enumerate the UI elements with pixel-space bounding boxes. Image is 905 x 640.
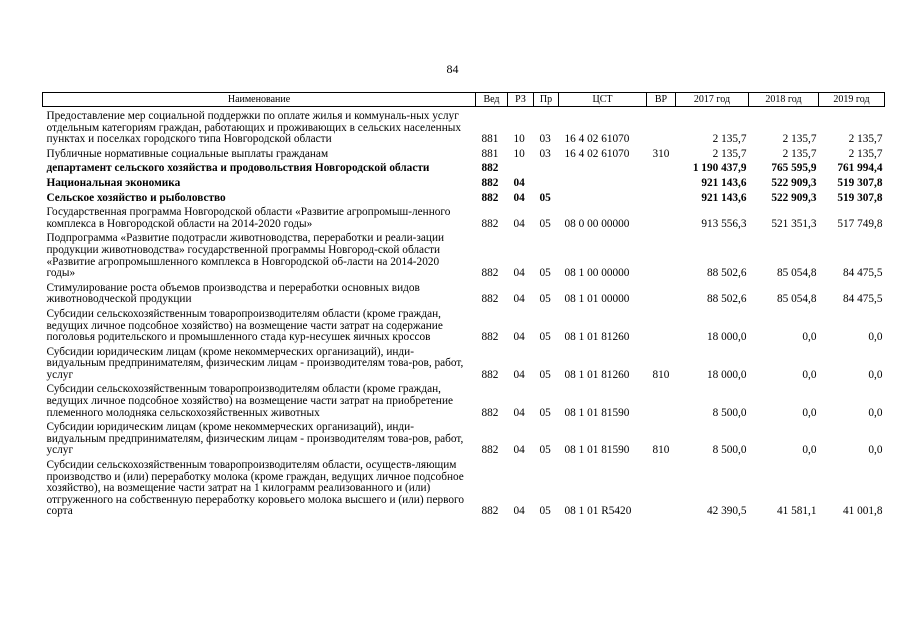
cell-rz: 04 [513,406,525,419]
cell-cst: 08 1 01 81590 [564,444,630,457]
cell-pr: 05 [539,331,551,344]
header-ved: Вед [476,93,508,107]
cell-2019: 519 307,8 [837,176,883,189]
cell-cst: 08 1 01 R5420 [564,505,632,518]
budget-table [42,92,885,521]
cell-cst [559,163,647,178]
cell-pr: 05 [539,267,551,280]
cell-name: Стимулирование роста объемов производства и переработки основных видов животноводческой продукции [46,281,420,306]
cell-cst: 08 1 00 00000 [564,267,630,280]
cell-name: Субсидии сельскохозяйственным товаропроизводителям области (кроме граждан, ведущих личное подсобное хозяйство) на возмещение части затрат на содержание поголовья родительского и промышленного стада кур-несушек яичных кроссов [46,307,443,344]
cell-2018: 521 351,3 [771,217,817,230]
cell-name: Предоставление мер социальной поддержки по оплате жилья и коммуналь-ных услуг отдельным категориям граждан, работающих и проживающих в сельских населенных пунктах и поселках городского типа Новгородской области [46,110,461,146]
cell-2018: 85 054,8 [776,293,817,306]
cell-cst: 08 1 01 81260 [564,331,630,344]
cell-rz: 04 [513,293,525,306]
cell-cst: 08 1 01 81590 [564,406,630,419]
cell-2017: 2 135,7 [712,133,747,146]
cell-2019: 517 749,8 [837,217,883,230]
cell-ved: 882 [481,444,499,457]
cell-2019: 84 475,5 [842,293,883,306]
cell-vr [647,207,676,233]
cell-vr [647,111,676,149]
table-row [43,233,885,282]
cell-2017: 88 502,6 [706,293,747,306]
cell-vr [647,384,676,422]
cell-ved: 882 [481,191,499,204]
cell-name: Субсидии сельскохозяйственным товаропроизводителям области, осуществ-ляющим производство и (или) переработку молока (кроме граждан, ведущих личное подсобное хозяйство), на возмещение части затрат на 1 килограмм реализованного и (или) отгруженного на собственную переработку коровьего молока высшего и (или) первого сорта [46,459,465,518]
cell-pr: 05 [539,217,551,230]
header-2018: 2018 год [749,93,819,107]
cell-vr [647,163,676,178]
cell-vr: 810 [652,368,670,381]
cell-pr: 03 [539,133,551,146]
cell-2018: 0,0 [802,368,817,381]
table-row [43,178,885,193]
header-pr: Пр [534,93,559,107]
cell-vr: 310 [652,147,670,160]
cell-name: Государственная программа Новгородской области «Развитие агропромыш-ленного комплекса в Новгородской области на 2014-2020 годы» [46,206,451,230]
table-row [43,460,885,521]
cell-name: Подпрограмма «Развитие подотрасли животноводства, переработки и реали-зации продукции животноводства» государственной программы Новгород-ской области «Развитие агропромышленного комплекса в Новгородской об-ласти на 2014-2020 годы» [46,232,445,280]
cell-2019: 0,0 [868,406,883,419]
cell-name: Публичные нормативные социальные выплаты гражданам [46,147,329,160]
cell-2019: 2 135,7 [848,147,883,160]
table-row [43,283,885,309]
table-header-row [43,93,885,107]
table-row [43,207,885,233]
cell-ved: 882 [481,293,499,306]
cell-2018: 85 054,8 [776,267,817,280]
table-row [43,193,885,208]
cell-2017: 42 390,5 [706,505,747,518]
cell-ved: 882 [481,368,499,381]
cell-rz: 10 [513,147,525,160]
table-body [43,107,885,522]
cell-rz [508,163,534,178]
cell-pr: 03 [539,147,551,160]
cell-cst: 08 0 00 00000 [564,217,630,230]
cell-rz: 04 [513,331,525,344]
cell-name: департамент сельского хозяйства и продовольствия Новгородской области [46,162,430,175]
cell-vr [647,178,676,193]
cell-2019: 2 135,7 [848,133,883,146]
cell-ved: 882 [481,406,499,419]
cell-2018: 2 135,7 [782,147,817,160]
cell-2018: 522 909,3 [771,176,817,189]
cell-2017: 913 556,3 [701,217,747,230]
cell-pr: 05 [539,406,551,419]
cell-2018: 522 909,3 [771,191,817,204]
header-rz: РЗ [508,93,534,107]
cell-pr: 05 [539,505,551,518]
cell-rz: 04 [513,176,525,189]
table-row [43,163,885,178]
cell-2019: 0,0 [868,368,883,381]
cell-ved: 882 [481,505,499,518]
cell-pr: 05 [539,293,551,306]
cell-ved: 882 [481,217,499,230]
cell-vr [647,233,676,282]
header-2019: 2019 год [819,93,885,107]
cell-name: Субсидии юридическим лицам (кроме некоммерческих организаций), инди-видуальным предпринимателям, физическим лицам - производителям това-ров, работ, услуг [46,345,464,381]
cell-2017: 8 500,0 [712,406,747,419]
table-row [43,309,885,347]
cell-rz: 04 [513,368,525,381]
table-row [43,347,885,385]
cell-ved: 882 [481,176,499,189]
table-row [43,111,885,149]
cell-name: Субсидии сельскохозяйственным товаропроизводителям области (кроме граждан, ведущих личное подсобное хозяйство) на возмещение части затрат на приобретение племенного молодняка сельскохозяйственных животных [46,383,454,419]
header-name: Наименование [43,93,476,107]
header-2017: 2017 год [676,93,749,107]
cell-rz: 04 [513,267,525,280]
cell-ved: 881 [481,133,499,146]
cell-vr [647,283,676,309]
cell-cst: 16 4 02 61070 [564,133,630,146]
cell-ved: 881 [481,147,499,160]
cell-2018: 2 135,7 [782,133,817,146]
table-row [43,422,885,460]
cell-name: Субсидии юридическим лицам (кроме некоммерческих организаций), инди-видуальным предпринимателям, физическим лицам - производителям това-ров, работ, услуг [46,421,464,457]
cell-pr: 05 [539,444,551,457]
cell-vr [647,193,676,208]
cell-2019: 761 994,4 [837,162,883,175]
cell-2019: 41 001,8 [842,505,883,518]
cell-2019: 519 307,8 [837,191,883,204]
cell-vr [647,460,676,521]
cell-2018: 0,0 [802,331,817,344]
cell-name: Национальная экономика [46,176,181,189]
cell-rz: 04 [513,217,525,230]
cell-cst: 08 1 01 81260 [564,368,630,381]
cell-2017: 88 502,6 [706,267,747,280]
cell-cst [559,178,647,193]
cell-2017: 18 000,0 [706,331,747,344]
cell-cst: 16 4 02 61070 [564,147,630,160]
header-vr: ВР [647,93,676,107]
cell-ved: 882 [481,162,499,175]
cell-name: Сельское хозяйство и рыболовство [46,191,226,204]
cell-rz: 04 [513,505,525,518]
cell-2019: 0,0 [868,331,883,344]
cell-cst [559,193,647,208]
cell-2019: 84 475,5 [842,267,883,280]
table-row [43,384,885,422]
cell-ved: 882 [481,267,499,280]
cell-2017: 8 500,0 [712,444,747,457]
cell-2019: 0,0 [868,444,883,457]
page-number: 84 [446,62,459,76]
cell-rz: 10 [513,133,525,146]
cell-vr: 810 [652,444,670,457]
cell-ved: 882 [481,331,499,344]
cell-pr: 05 [539,368,551,381]
cell-2017: 921 143,6 [701,176,747,189]
cell-rz: 04 [513,191,525,204]
table-row [43,149,885,164]
cell-2018: 0,0 [802,406,817,419]
cell-pr [534,163,559,178]
cell-2017: 18 000,0 [706,368,747,381]
header-cst: ЦСТ [559,93,647,107]
cell-pr [534,178,559,193]
cell-cst: 08 1 01 00000 [564,293,630,306]
cell-2018: 765 595,9 [771,162,817,175]
cell-pr: 05 [539,191,551,204]
cell-rz: 04 [513,444,525,457]
cell-2017: 2 135,7 [712,147,747,160]
cell-2018: 41 581,1 [776,505,817,518]
cell-vr [647,309,676,347]
cell-2017: 921 143,6 [701,191,747,204]
cell-2018: 0,0 [802,444,817,457]
cell-2017: 1 190 437,9 [692,162,747,175]
